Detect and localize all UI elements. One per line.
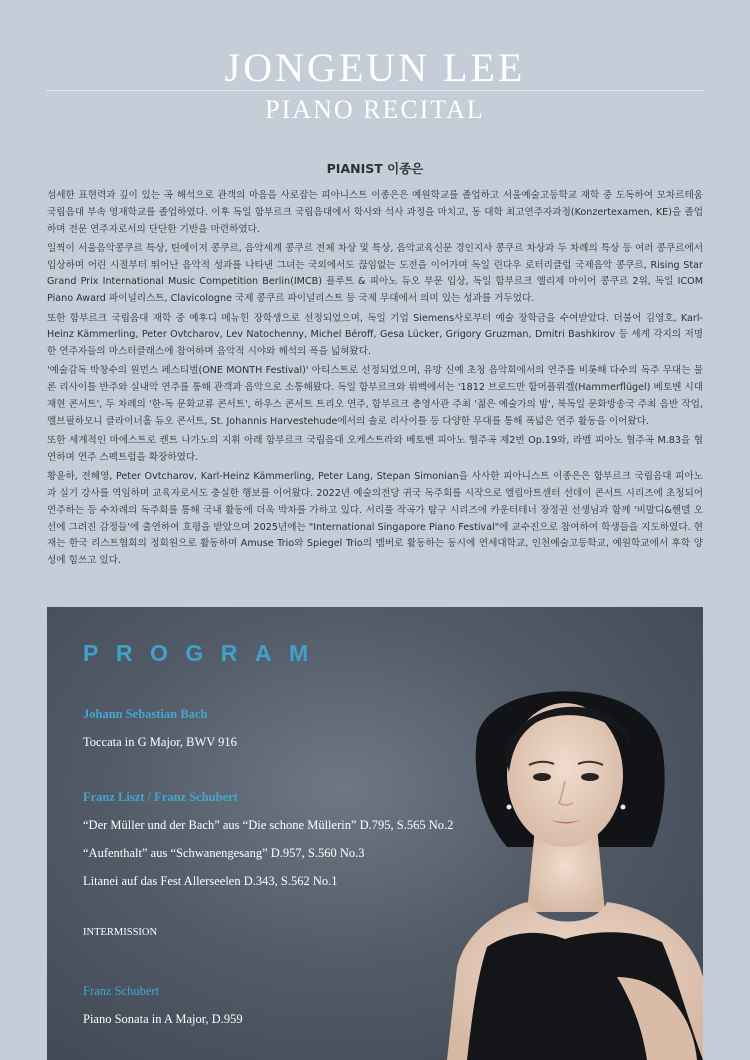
biography	[47, 188, 703, 573]
title-divider	[47, 90, 703, 91]
program-work: Litanei auf das Fest Allerseelen D.343, S.562 No.1	[83, 874, 338, 888]
program-intermission: INTERMISSION	[83, 927, 158, 938]
recital-subtitle: PIANO RECITAL	[265, 95, 485, 124]
bio-paragraph: 또한 세계적인 마에스트로 켄트 나가노의 지휘 아래 함부르크 국립음대 오케스트라와 베토벤 피아노 협주곡 제2번 Op.19와, 라벨 피아노 협주곡 M.83을 협연하며 연주 스펙트럼을 확장하였다.	[47, 435, 703, 463]
program-composer: Franz Liszt / Franz Schubert	[83, 790, 238, 804]
program-composer: Johann Sebastian Bach	[83, 707, 208, 721]
recital-title: JONGEUN LEE	[224, 45, 526, 90]
program-composer: Franz Schubert	[83, 984, 160, 998]
bio-paragraph: 일찍이 서울음악콩쿠르 특상, 틴에이저 콩쿠르, 음악세계 콩쿠르 전체 차상 및 특상, 음악교육신문 경인지사 콩쿠르 차상과 두 차례의 특상 등 여러 콩쿠르에서 입상하며 어린 시절부터 뛰어난 음악적 성과를 나타낸 그녀는 국외에서도 끊임없는 도전을 이어가며 독일 린다우 로터리클럽 국제음악 콩쿠르, Rising Star Grand Prix International Music Competition Berlin(IMCB) 플루트 & 피아노 듀오 부문 입상, 독일 함부르크 엘리제 마이어 콩쿠르 2위, 독일 ICOM Piano Award 파이널리스트, Clavicologne 국제 콩쿠르 파이널리스트 등 국제 무대에서 의미 있는 성과를 거두었다.	[47, 242, 703, 305]
program-work: Toccata in G Major, BWV 916	[83, 735, 237, 749]
program-work: Piano Sonata in A Major, D.959	[83, 1012, 243, 1026]
program-work: “Der Müller und der Bach” aus “Die schone Müllerin” D.795, S.565 No.2	[83, 818, 454, 832]
program-work: “Aufenthalt” aus “Schwanengesang” D.957, S.560 No.3	[83, 846, 365, 860]
bio-paragraph: '예술감독 박창수의 원먼스 페스티벌(ONE MONTH Festival)' 아티스트로 선정되었으며, 유망 신예 초청 음악회에서의 연주를 비롯해 다수의 독주 무대는 물론 리사이틀 반주와 실내악 연주를 통해 관객과 음악으로 소통해왔다. 독일 함부르크와 뤼벡에서는 '1812 브로드만 함머플뤼겔(Hammerflügel) 베토벤 시대 재현 콘서트', 두 차례의 '한-독 문화교류 콘서트', 하우스 콘서트 트리오 연주, 함부르크 총영사관 주최 '젊은 예술가의 밤', 북독일 문화방송국 주최 음반 작업, 엘브필하모니 클라이너홀 듀오 콘서트, St. Johannis Harvestehude에서의 솔로 리사이틀 등 다양한 무대를 통해 폭넓은 연주 활동을 이어왔다.	[47, 365, 703, 427]
bio-paragraph: 섬세한 표현력과 깊이 있는 곡 해석으로 관객의 마음을 사로잡는 피아니스트 이종은은 예원학교를 졸업하고 서울예술고등학교 재학 중 도독하여 모차르테움 국립음대 부속 영재학교를 졸업하였다. 이후 독일 함부르크 국립음대에서 학사와 석사 과정을 마치고, 동 대학 최고연주자과정(Konzertexamen, KE)을 졸업하며 전문 연주자로서의 단단한 기반을 마련하였다.	[47, 190, 703, 235]
bio-heading: PIANIST 이종은	[326, 161, 424, 176]
program-panel	[47, 607, 703, 1060]
bio-paragraph: 황윤하, 전혜영, Peter Ovtcharov, Karl-Heinz Kämmerling, Peter Lang, Stepan Simonian을 사사한 피아니스트 이종은은 함부르크 국립음대 피아노과 실기 강사를 역임하며 교육자로서도 충실한 행보를 이어왔다. 2022년 예술의전당 귀국 독주회를 시작으로 엘림아트센터 선데이 콘서트 시리즈에 초청되어 연주하는 등 수차례의 독주회를 통해 국내 활동에 더욱 박차를 가하고 있다. 서리풀 작곡가 탐구 시리즈에 카운터테너 장정권 선생님과 함께 '비발디&헨델 오선에 그려진 감정들'에 출연하여 호평을 받았으며 2025년에는 "International Singapore Piano Festival"에 교수진으로 참여하여 학생들을 지도하였다. 현재는 한국 리스트협회의 정회원으로 활동하며 Amuse Trio와 Spiegel Trio의 멤버로 활동하는 동시에 연세대학교, 인천예술고등학교, 예원학교에서 후학 양성에 힘쓰고 있다.	[47, 471, 703, 567]
program-heading: PROGRAM	[83, 640, 326, 666]
pianist-portrait	[447, 677, 703, 1060]
bio-paragraph: 또한 함부르크 국립음대 재학 중 예후디 메뉴힌 장학생으로 선정되었으며, 독일 기업 Siemens사로부터 예술 장학금을 수여받았다. 더불어 김영호, Karl-Heinz Kämmerling, Peter Ovtcharov, Lev Natochenny, Michel Béroff, Gesa Lücker, Grigory Gruzman, Dmitri Bashkirov 등 세계 각지의 저명한 연주자들의 마스터클래스에 참여하며 음악적 시야와 해석의 폭을 넓혀왔다.	[47, 312, 703, 358]
